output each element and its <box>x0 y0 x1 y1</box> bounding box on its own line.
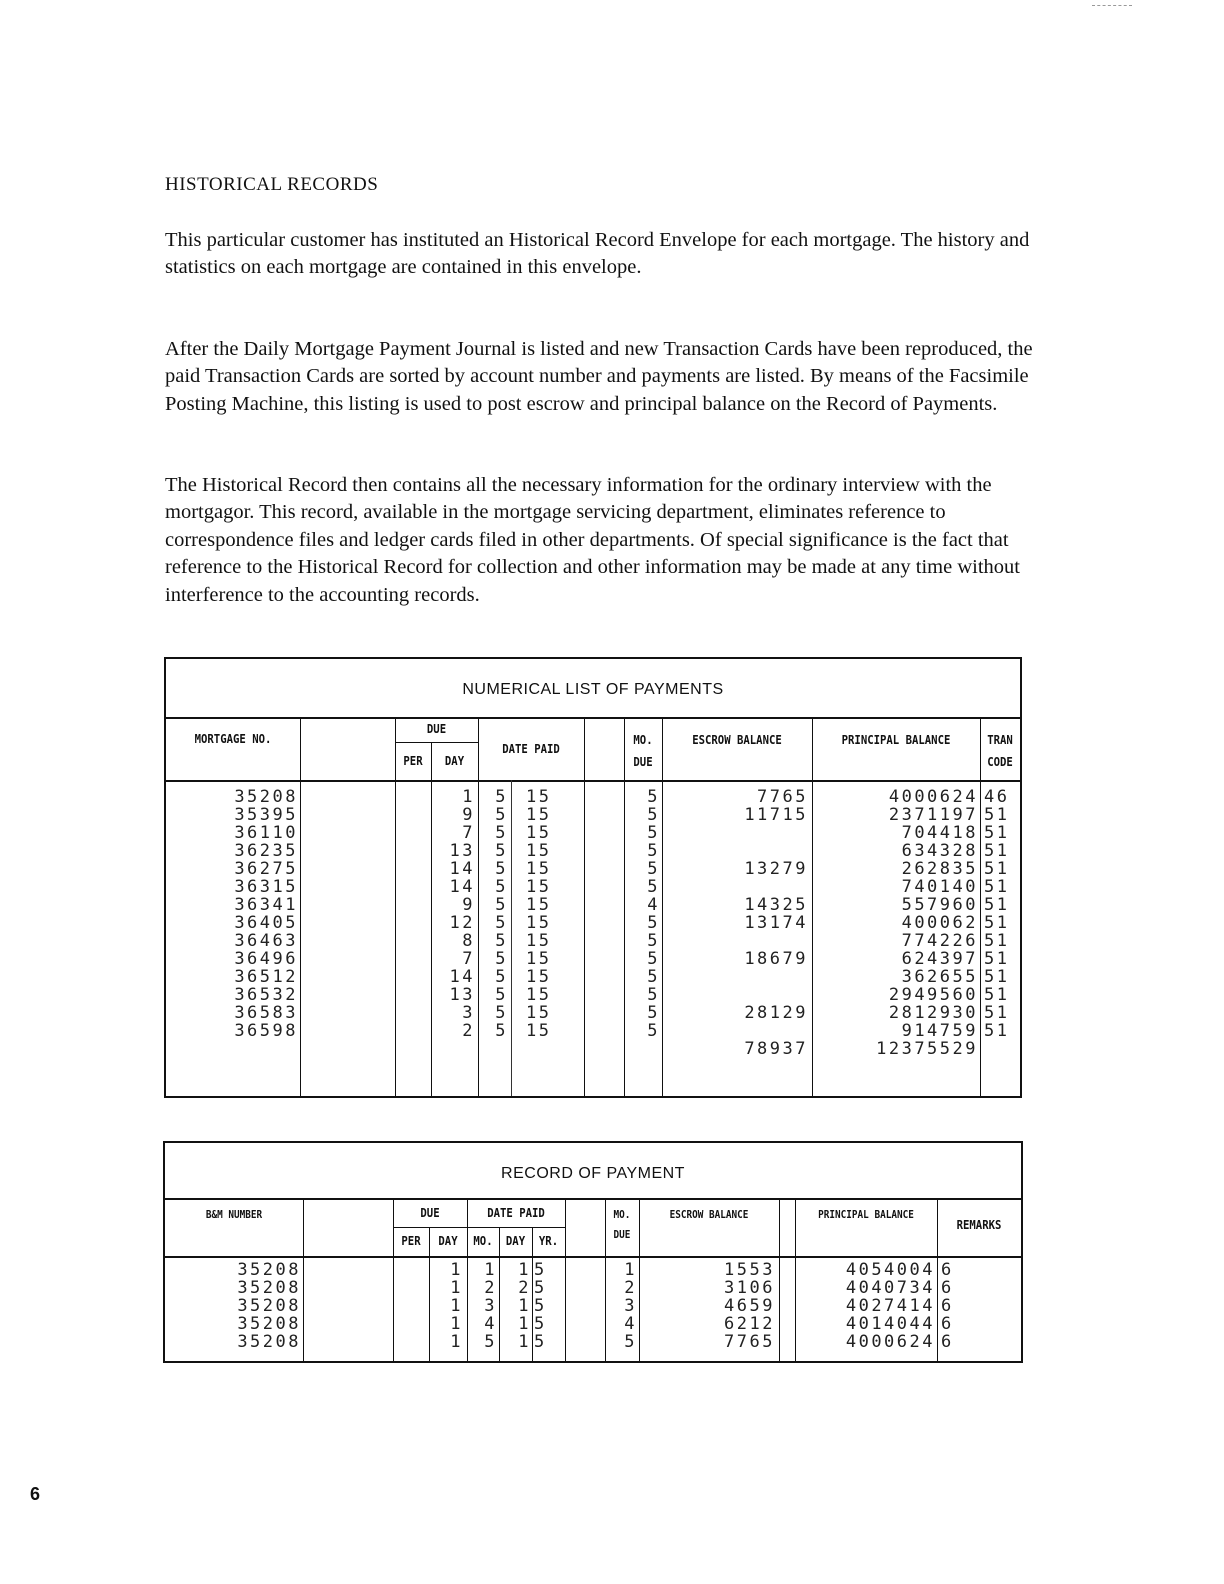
table-cell-day: 8 <box>462 931 475 951</box>
table-cell-code: 51 <box>984 985 1010 1005</box>
remarks-column <box>941 1261 981 1351</box>
table-cell-number: 35208 <box>237 1332 301 1352</box>
table-cell-escrow: 13174 <box>744 913 808 933</box>
table-cell-paid-day: 15 <box>526 805 552 825</box>
table-cell-number: 35208 <box>237 1260 301 1280</box>
table-cell-mo-due: 5 <box>647 841 660 861</box>
table-cell-code: 51 <box>984 805 1010 825</box>
table-cell-paid-day: 1 <box>518 1296 531 1316</box>
header-escrow-balance: ESCROW BALANCE <box>692 732 782 747</box>
table-cell-mo-due: 4 <box>647 895 660 915</box>
table-cell-mo-due: 5 <box>647 823 660 843</box>
table-cell-paid-mo: 5 <box>495 1021 508 1041</box>
header-day: DAY <box>444 753 465 768</box>
table-cell-mo-due: 3 <box>624 1296 637 1316</box>
table-cell-paid-day: 15 <box>526 877 552 897</box>
table-cell-paid-mo: 5 <box>495 949 508 969</box>
table-cell-mortgage: 36496 <box>234 949 298 969</box>
table-cell-mortgage: 36583 <box>234 1003 298 1023</box>
title-divider <box>166 717 1020 719</box>
table-cell-code: 51 <box>984 1003 1010 1023</box>
table-cell-day: 1 <box>450 1332 463 1352</box>
table-cell-principal: 557960 <box>901 895 978 915</box>
page-number: 6 <box>30 1484 41 1504</box>
table-cell-principal: 4054004 <box>845 1260 935 1280</box>
table-cell-code: 51 <box>984 913 1010 933</box>
table-cell-paid-day: 1 <box>518 1332 531 1352</box>
header-divider <box>166 780 1020 782</box>
header-day: DAY <box>438 1233 458 1248</box>
principal-total: 12375529 <box>876 1039 978 1059</box>
table-cell-mortgage: 36315 <box>234 877 298 897</box>
table-cell-code: 46 <box>984 787 1010 807</box>
table-cell-mo-due: 5 <box>647 1003 660 1023</box>
header-number: B&M NUMBER <box>205 1208 263 1221</box>
header-paid-day: DAY <box>505 1233 526 1248</box>
table-cell-escrow <box>662 968 808 986</box>
table-cell-day: 1 <box>450 1278 463 1298</box>
col-line <box>584 717 585 1096</box>
header-mo-due: MO. DUE <box>613 1208 631 1241</box>
table-cell-paid-day: 15 <box>526 931 552 951</box>
header-date-paid: DATE PAID <box>502 741 560 756</box>
header-yr: YR. <box>538 1233 559 1248</box>
paragraph-3: The Historical Record then contains all the necessary information for the ordinary interview with the mortgagor. This record, available in the mortgage servicing department, eliminates reference to correspondence files and ledger cards filed in other departments. Of special significance is the fact that reference to the Historical Record for collection and other information may be made at any time without interference to the accounting records. <box>165 474 1020 606</box>
table-cell-paid-day: 15 <box>526 985 552 1005</box>
table-cell-number: 35208 <box>237 1314 301 1334</box>
header-escrow-balance: ESCROW BALANCE <box>669 1208 749 1221</box>
table-cell-mortgage: 36598 <box>234 1021 298 1041</box>
table-cell-mo-due: 5 <box>624 1332 637 1352</box>
table-cell-paid-day: 15 <box>526 949 552 969</box>
table-cell-day: 13 <box>449 985 475 1005</box>
table-cell-escrow: 11715 <box>744 805 808 825</box>
table-cell-remarks: 6 <box>941 1260 954 1280</box>
table-cell-remarks: 6 <box>941 1296 954 1316</box>
table-cell-mortgage: 35395 <box>234 805 298 825</box>
header-divider <box>165 1256 1021 1258</box>
table-cell-mortgage: 35208 <box>234 787 298 807</box>
table-cell-paid-day: 15 <box>526 841 552 861</box>
table-cell-paid-mo: 5 <box>495 913 508 933</box>
escrow-column <box>662 788 808 1058</box>
table-cell-principal: 4000624 <box>845 1332 935 1352</box>
table-cell-day: 7 <box>462 823 475 843</box>
numerical-list-table <box>164 657 1022 1098</box>
table-cell-day: 14 <box>449 877 475 897</box>
table-cell-code: 51 <box>984 949 1010 969</box>
table-cell-mo: 2 <box>484 1278 497 1298</box>
table-cell-code: 51 <box>984 1021 1010 1041</box>
corner-scan-mark <box>1092 5 1132 6</box>
table-cell-mortgage: 36341 <box>234 895 298 915</box>
table-cell-paid-mo: 5 <box>495 823 508 843</box>
table-cell-principal: 400062 <box>901 913 978 933</box>
table-cell-escrow <box>662 824 808 842</box>
principal-column <box>795 1261 935 1351</box>
table-cell-paid-mo: 5 <box>495 895 508 915</box>
principal-column <box>812 788 978 1058</box>
paid-day-column <box>526 788 582 1040</box>
escrow-column <box>639 1261 775 1351</box>
table-cell-day: 3 <box>462 1003 475 1023</box>
table-cell-day: 1 <box>450 1260 463 1280</box>
table-cell-code: 51 <box>984 895 1010 915</box>
header-remarks: REMARKS <box>956 1217 1002 1232</box>
col-line <box>937 1198 938 1361</box>
table-cell-principal: 2812930 <box>888 1003 978 1023</box>
title-divider <box>165 1198 1021 1200</box>
table-cell-principal: 4027414 <box>845 1296 935 1316</box>
paid-month-column <box>478 788 508 1040</box>
table-cell-escrow: 7765 <box>724 1332 775 1352</box>
record-of-payment-table <box>163 1141 1023 1363</box>
table-cell-mortgage: 36512 <box>234 967 298 987</box>
col-line <box>980 717 981 1096</box>
table-cell-day: 7 <box>462 949 475 969</box>
table-cell-mo-due: 5 <box>647 877 660 897</box>
table-cell-escrow <box>662 842 808 860</box>
tran-code-column <box>984 788 1022 1040</box>
table-cell-principal: 4014044 <box>845 1314 935 1334</box>
escrow-total: 78937 <box>744 1039 808 1059</box>
table-cell-day: 9 <box>462 805 475 825</box>
table-cell-mo: 1 <box>484 1260 497 1280</box>
table-cell-escrow <box>662 986 808 1004</box>
col-line <box>532 1227 533 1361</box>
header-per: PER <box>401 1233 421 1248</box>
table-cell-paid-mo: 5 <box>495 805 508 825</box>
table-cell-mo-due: 5 <box>647 985 660 1005</box>
table-cell-paid-day: 15 <box>526 823 552 843</box>
table-cell-escrow: 3106 <box>724 1278 775 1298</box>
table-cell-paid-day: 15 <box>526 859 552 879</box>
table-cell-paid-mo: 5 <box>495 859 508 879</box>
table-cell-paid-mo: 5 <box>495 1003 508 1023</box>
table-cell-code: 51 <box>984 859 1010 879</box>
table-cell-paid-day: 2 <box>518 1278 531 1298</box>
table-cell-mo: 5 <box>484 1332 497 1352</box>
table-cell-day: 1 <box>450 1296 463 1316</box>
table-cell-remarks: 6 <box>941 1332 954 1352</box>
table-cell-principal: 740140 <box>901 877 978 897</box>
mortgage-no-column <box>186 788 298 1040</box>
header-due: DUE <box>426 721 447 736</box>
table-cell-paid-day: 15 <box>526 1021 552 1041</box>
subheader-divider <box>393 1227 565 1228</box>
header-mo: MO. <box>473 1233 493 1248</box>
header-due: DUE <box>420 1205 440 1220</box>
table-cell-day: 9 <box>462 895 475 915</box>
table-cell-escrow <box>662 878 808 896</box>
table-cell-escrow: 1553 <box>724 1260 775 1280</box>
table-cell-paid-day: 15 <box>526 1003 552 1023</box>
numerical-list-title: NUMERICAL LIST OF PAYMENTS <box>462 681 724 698</box>
mo-due-column <box>605 1261 637 1351</box>
table-cell-mo-due: 5 <box>647 913 660 933</box>
table-cell-principal: 2371197 <box>888 805 978 825</box>
table-cell-paid-mo: 5 <box>495 931 508 951</box>
table-cell-mo-due: 5 <box>647 1021 660 1041</box>
table-cell-escrow <box>662 932 808 950</box>
table-cell-day: 2 <box>462 1021 475 1041</box>
table-cell-paid-day: 1 <box>518 1260 531 1280</box>
table-cell-paid-mo: 5 <box>495 787 508 807</box>
table-cell-mo-due: 5 <box>647 949 660 969</box>
table-cell-mortgage: 36405 <box>234 913 298 933</box>
table-cell-code: 51 <box>984 877 1010 897</box>
table-cell-escrow <box>662 1022 808 1040</box>
table-cell-code: 51 <box>984 967 1010 987</box>
table-cell-day: 14 <box>449 859 475 879</box>
table-cell-paid-day: 1 <box>518 1314 531 1334</box>
table-cell-principal: 624397 <box>901 949 978 969</box>
header-mo-due: MO. DUE <box>633 732 653 769</box>
table-cell-day: 1 <box>462 787 475 807</box>
col-line <box>565 1198 566 1361</box>
table-cell-day: 13 <box>449 841 475 861</box>
table-cell-yr: 5 <box>534 1296 547 1316</box>
table-cell-mo-due: 5 <box>647 931 660 951</box>
paid-month-column <box>467 1261 497 1351</box>
table-cell-day: 1 <box>450 1314 463 1334</box>
table-cell-remarks: 6 <box>941 1314 954 1334</box>
table-cell-mo: 3 <box>484 1296 497 1316</box>
table-cell-principal: 704418 <box>901 823 978 843</box>
table-cell-mortgage: 36110 <box>234 823 298 843</box>
table-cell-escrow: 6212 <box>724 1314 775 1334</box>
header-date-paid: DATE PAID <box>487 1205 545 1220</box>
table-cell-mortgage: 36532 <box>234 985 298 1005</box>
table-cell-mo-due: 5 <box>647 859 660 879</box>
col-line <box>511 780 512 1096</box>
table-cell-escrow: 28129 <box>744 1003 808 1023</box>
header-principal-balance: PRINCIPAL BALANCE <box>841 732 951 747</box>
table-cell-number: 35208 <box>237 1296 301 1316</box>
table-cell-escrow: 18679 <box>744 949 808 969</box>
col-line <box>393 1198 394 1361</box>
table-cell-remarks: 6 <box>941 1278 954 1298</box>
table-cell-mortgage: 36463 <box>234 931 298 951</box>
table-cell-mo-due: 5 <box>647 787 660 807</box>
table-cell-principal: 914759 <box>901 1021 978 1041</box>
table-cell-principal: 634328 <box>901 841 978 861</box>
record-of-payment-title: RECORD OF PAYMENT <box>501 1165 685 1182</box>
mo-due-column <box>624 788 660 1040</box>
table-cell-paid-day: 15 <box>526 895 552 915</box>
header-tran-code: TRAN CODE <box>987 732 1013 769</box>
table-cell-mo-due: 5 <box>647 967 660 987</box>
header-principal-balance: PRINCIPAL BALANCE <box>818 1208 914 1221</box>
paragraph-2: After the Daily Mortgage Payment Journal is listed and new Transaction Cards have been reproduced, the paid Transaction Cards are sorted by account number and payments are listed. By means of the Facsimile Posting Machine, this listing is used to post escrow and principal balance on the Record of Payments. <box>165 338 1033 415</box>
table-cell-paid-day: 15 <box>526 967 552 987</box>
due-day-column <box>431 788 475 1040</box>
table-cell-escrow: 14325 <box>744 895 808 915</box>
paid-year-column <box>534 1261 564 1351</box>
table-cell-mortgage: 36235 <box>234 841 298 861</box>
table-cell-paid-mo: 5 <box>495 985 508 1005</box>
table-cell-code: 51 <box>984 823 1010 843</box>
header-mortgage-no: MORTGAGE NO. <box>194 731 272 746</box>
table-cell-paid-mo: 5 <box>495 841 508 861</box>
table-cell-yr: 5 <box>534 1332 547 1352</box>
table-cell-principal: 262835 <box>901 859 978 879</box>
col-line <box>303 1198 304 1361</box>
col-line <box>395 717 396 1096</box>
paragraph-1: This particular customer has instituted an Historical Record Envelope for each mortgage. The history and statistics on each mortgage are contained in this envelope. <box>165 229 1030 279</box>
table-cell-mo-due: 1 <box>624 1260 637 1280</box>
col-line <box>779 1198 780 1361</box>
section-heading: HISTORICAL RECORDS <box>165 174 379 195</box>
paid-day-column <box>499 1261 531 1351</box>
table-cell-escrow: 7765 <box>757 787 808 807</box>
due-day-column <box>429 1261 463 1351</box>
table-cell-number: 35208 <box>237 1278 301 1298</box>
number-column <box>185 1261 301 1351</box>
table-cell-principal: 4000624 <box>888 787 978 807</box>
table-cell-principal: 362655 <box>901 967 978 987</box>
table-cell-paid-day: 15 <box>526 787 552 807</box>
table-cell-yr: 5 <box>534 1260 547 1280</box>
due-subdivider <box>395 742 478 743</box>
table-cell-paid-day: 15 <box>526 913 552 933</box>
header-per: PER <box>403 753 423 768</box>
table-cell-paid-mo: 5 <box>495 967 508 987</box>
table-cell-yr: 5 <box>534 1314 547 1334</box>
col-line <box>300 717 301 1096</box>
table-cell-mo-due: 5 <box>647 805 660 825</box>
table-cell-mo: 4 <box>484 1314 497 1334</box>
table-cell-paid-mo: 5 <box>495 877 508 897</box>
table-cell-mo-due: 2 <box>624 1278 637 1298</box>
table-cell-principal: 2949560 <box>888 985 978 1005</box>
table-cell-principal: 774226 <box>901 931 978 951</box>
table-cell-code: 51 <box>984 931 1010 951</box>
table-cell-escrow: 4659 <box>724 1296 775 1316</box>
table-cell-day: 12 <box>449 913 475 933</box>
table-cell-day: 14 <box>449 967 475 987</box>
table-cell-principal: 4040734 <box>845 1278 935 1298</box>
table-cell-mo-due: 4 <box>624 1314 637 1334</box>
table-cell-escrow: 13279 <box>744 859 808 879</box>
table-cell-yr: 5 <box>534 1278 547 1298</box>
table-cell-code: 51 <box>984 841 1010 861</box>
table-cell-mortgage: 36275 <box>234 859 298 879</box>
